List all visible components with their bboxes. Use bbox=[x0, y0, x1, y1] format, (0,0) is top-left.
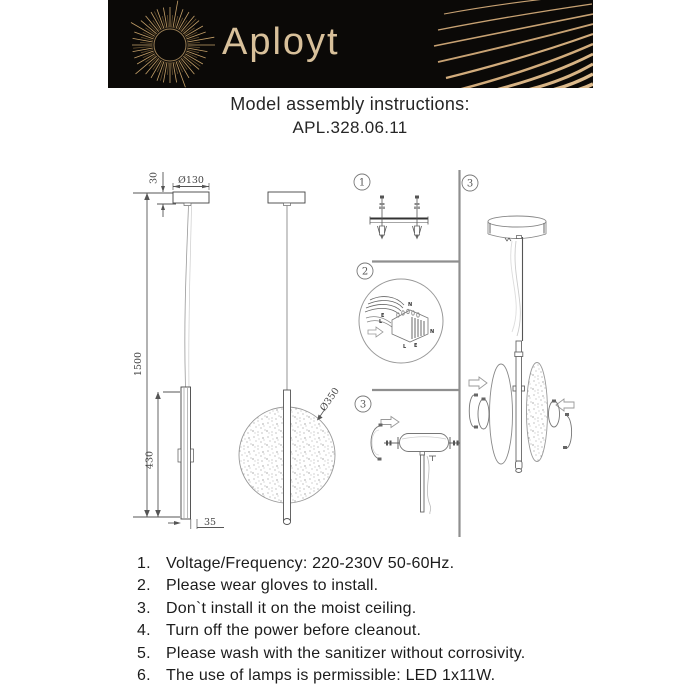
step2-panel bbox=[357, 263, 443, 363]
step2-badge: 2 bbox=[361, 266, 369, 278]
item-text: Voltage/Frequency: 220-230V 50-60Hz. bbox=[166, 555, 455, 572]
step1-bracket-drawing bbox=[370, 196, 428, 240]
wire-label-e-left: E bbox=[381, 313, 385, 319]
list-item bbox=[137, 665, 637, 687]
item-number: 6. bbox=[137, 667, 151, 685]
wire-label-n-top: N bbox=[408, 302, 413, 308]
wire-label-n-right: N bbox=[430, 329, 435, 335]
step3-badge: 3 bbox=[359, 399, 367, 411]
model-number: APL.328.06.11 bbox=[292, 118, 408, 137]
wire-label-l-left: L bbox=[379, 319, 383, 325]
step3-right-panel bbox=[462, 175, 574, 473]
item-text: Please wear gloves to install. bbox=[166, 577, 379, 595]
step2-wiring-drawing bbox=[359, 279, 443, 363]
dim-bar-thickness: 35 bbox=[203, 517, 217, 528]
brand-wordmark: Aployt bbox=[222, 21, 340, 63]
dim-canopy-height: 30 bbox=[148, 171, 160, 185]
assembled-lamp-drawing bbox=[469, 216, 574, 473]
list-item bbox=[137, 575, 637, 597]
dim-canopy-diameter: Ø130 bbox=[178, 175, 204, 186]
instruction-list bbox=[137, 553, 637, 687]
item-text: Don`t install it on the moist ceiling. bbox=[166, 599, 417, 617]
sunburst-center bbox=[155, 30, 186, 61]
step3-canopy-drawing bbox=[371, 417, 460, 515]
list-item bbox=[137, 553, 637, 575]
item-text: Please wash with the sanitizer without corrosivity. bbox=[166, 644, 526, 662]
item-number: 3. bbox=[137, 599, 151, 617]
dim-overall-height: 1500 bbox=[133, 351, 144, 377]
assembly-diagram bbox=[0, 150, 700, 550]
wire-label-e-bottom: E bbox=[414, 343, 418, 349]
dim-bar-height: 430 bbox=[144, 450, 156, 470]
list-item bbox=[137, 620, 637, 642]
step3-panel bbox=[355, 396, 460, 514]
step3-right-badge: 3 bbox=[466, 178, 474, 190]
item-number: 1. bbox=[137, 555, 151, 572]
list-item bbox=[137, 598, 637, 620]
item-number: 5. bbox=[137, 644, 151, 662]
page-title: Model assembly instructions: bbox=[230, 94, 470, 114]
step1-badge: 1 bbox=[358, 177, 366, 189]
item-number: 2. bbox=[137, 577, 151, 595]
item-text: The use of lamps is permissible: LED 1x11W. bbox=[166, 667, 496, 685]
list-item bbox=[137, 643, 637, 665]
banner-art bbox=[108, 0, 593, 88]
title-block bbox=[0, 94, 700, 138]
item-number: 4. bbox=[137, 622, 151, 640]
front-view-drawing bbox=[239, 192, 335, 525]
brand-banner bbox=[108, 0, 593, 88]
corner-rays-decoration bbox=[434, 0, 593, 88]
item-text: Turn off the power before cleanout. bbox=[166, 622, 422, 640]
wire-label-l-bottom: L bbox=[403, 344, 407, 350]
panel-dividers bbox=[372, 170, 460, 537]
side-view-drawing bbox=[133, 172, 224, 529]
dim-disc-diameter: Ø350 bbox=[318, 385, 342, 414]
